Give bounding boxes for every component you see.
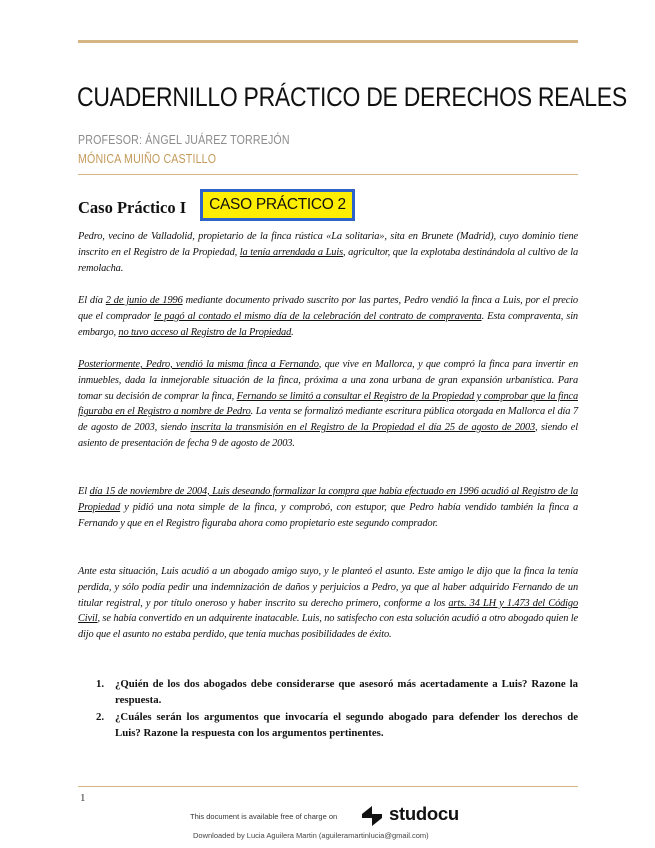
header-divider	[78, 174, 578, 175]
question-list	[96, 677, 578, 743]
document-title: CUADERNILLO PRÁCTICO DE DERECHOS REALES	[77, 82, 627, 112]
case-paragraph: Ante esta situación, Luis acudió a un abogado amigo suyo, y le planteó el asunto. Este amigo le dijo que la finca la tenía perdida, y sólo podía pedir una indemnización de daños y perjuicios a Pedro, ya que al haber adquirido Fernando de un titular registral, y por título oneroso y haber inscrito su derecho primero, conforme a los arts. 34 LH y 1.473 del Código Civil, se había convertido en un adquirente inatacable. Luis, no satisfecho con esta solución acudió a otro abogado quien le dijo que el asunto no estaba perdido, que tenía muchas posibilidades de éxito.	[78, 566, 578, 641]
case-paragraph: El día 15 de noviembre de 2004, Luis deseando formalizar la compra que había efectuado en 1996 acudió al Registro de la Propiedad y pidió una nota simple de la finca, y comprobó, con estupor, que Pedro había vendido también la finca a Fernando y que en el Registro figuraba ahora como propietario este segundo comprador.	[78, 486, 578, 529]
question-text: ¿Cuáles serán los argumentos que invocaría el segundo abogado para defender los derechos de Luis? Razone la respuesta con los argumentos pertinentes.	[115, 711, 578, 739]
question-item	[96, 677, 578, 708]
footer-divider	[78, 786, 578, 787]
availability-notice: This document is available free of charge on	[190, 812, 338, 821]
case-label-highlight: CASO PRÁCTICO 2	[200, 189, 355, 221]
downloaded-by-notice: Downloaded by Lucia Aguilera Martin (aguileramartinlucia@gmail.com)	[193, 831, 429, 840]
top-accent-bar	[78, 40, 578, 43]
question-number: 1.	[96, 678, 105, 690]
question-text: ¿Quién de los dos abogados debe considerarse que asesoró más acertadamente a Luis? Razone la respuesta.	[115, 678, 578, 706]
studocu-logo-text[interactable]: studocu	[389, 803, 459, 824]
page-number: 1	[80, 792, 86, 804]
question-item	[96, 710, 578, 741]
question-number: 2.	[96, 711, 105, 723]
case-heading: Caso Práctico I	[78, 198, 187, 217]
author-line-second: MÓNICA MUIÑO CASTILLO	[78, 152, 217, 166]
author-line-professor: PROFESOR: ÁNGEL JUÁREZ TORREJÓN	[78, 133, 290, 147]
case-paragraph: Posteriormente, Pedro, vendió la misma finca a Fernando, que vive en Mallorca, y que compró la finca para invertir en inmuebles, dada la inmejorable situación de la finca, próxima a una zona urbana de gran expansión urbanística. Para tomar su decisión de comprar la finca, Fernando se limitó a consultar el Registro de la Propiedad y comprobar que la finca figuraba en el Registro a nombre de Pedro. La venta se formalizó mediante escritura pública otorgada en Mallorca el día 7 de agosto de 2003, siendo inscrita la transmisión en el Registro de la Propiedad el día 25 de agosto de 2003, siendo el asiento de presentación de fecha 9 de agosto de 2003.	[78, 359, 579, 449]
case-paragraph: Pedro, vecino de Valladolid, propietario de la finca rústica «La solitaria», sita en Brunete (Madrid), cuyo dominio tiene inscrito en el Registro de la Propiedad, la tenía arrendada a Luis, agricultor, que la explotaba destinándola al cultivo de la remolacha.	[78, 231, 578, 274]
studocu-logo-icon[interactable]	[359, 804, 385, 828]
case-paragraph: El día 2 de junio de 1996 mediante documento privado suscrito por las partes, Pedro vendió la finca a Luis, por el precio que el comprador le pagó al contado el mismo día de la celebración del contrato de compraventa. Esta compraventa, sin embargo, no tuvo acceso al Registro de la Propiedad.	[78, 295, 578, 338]
